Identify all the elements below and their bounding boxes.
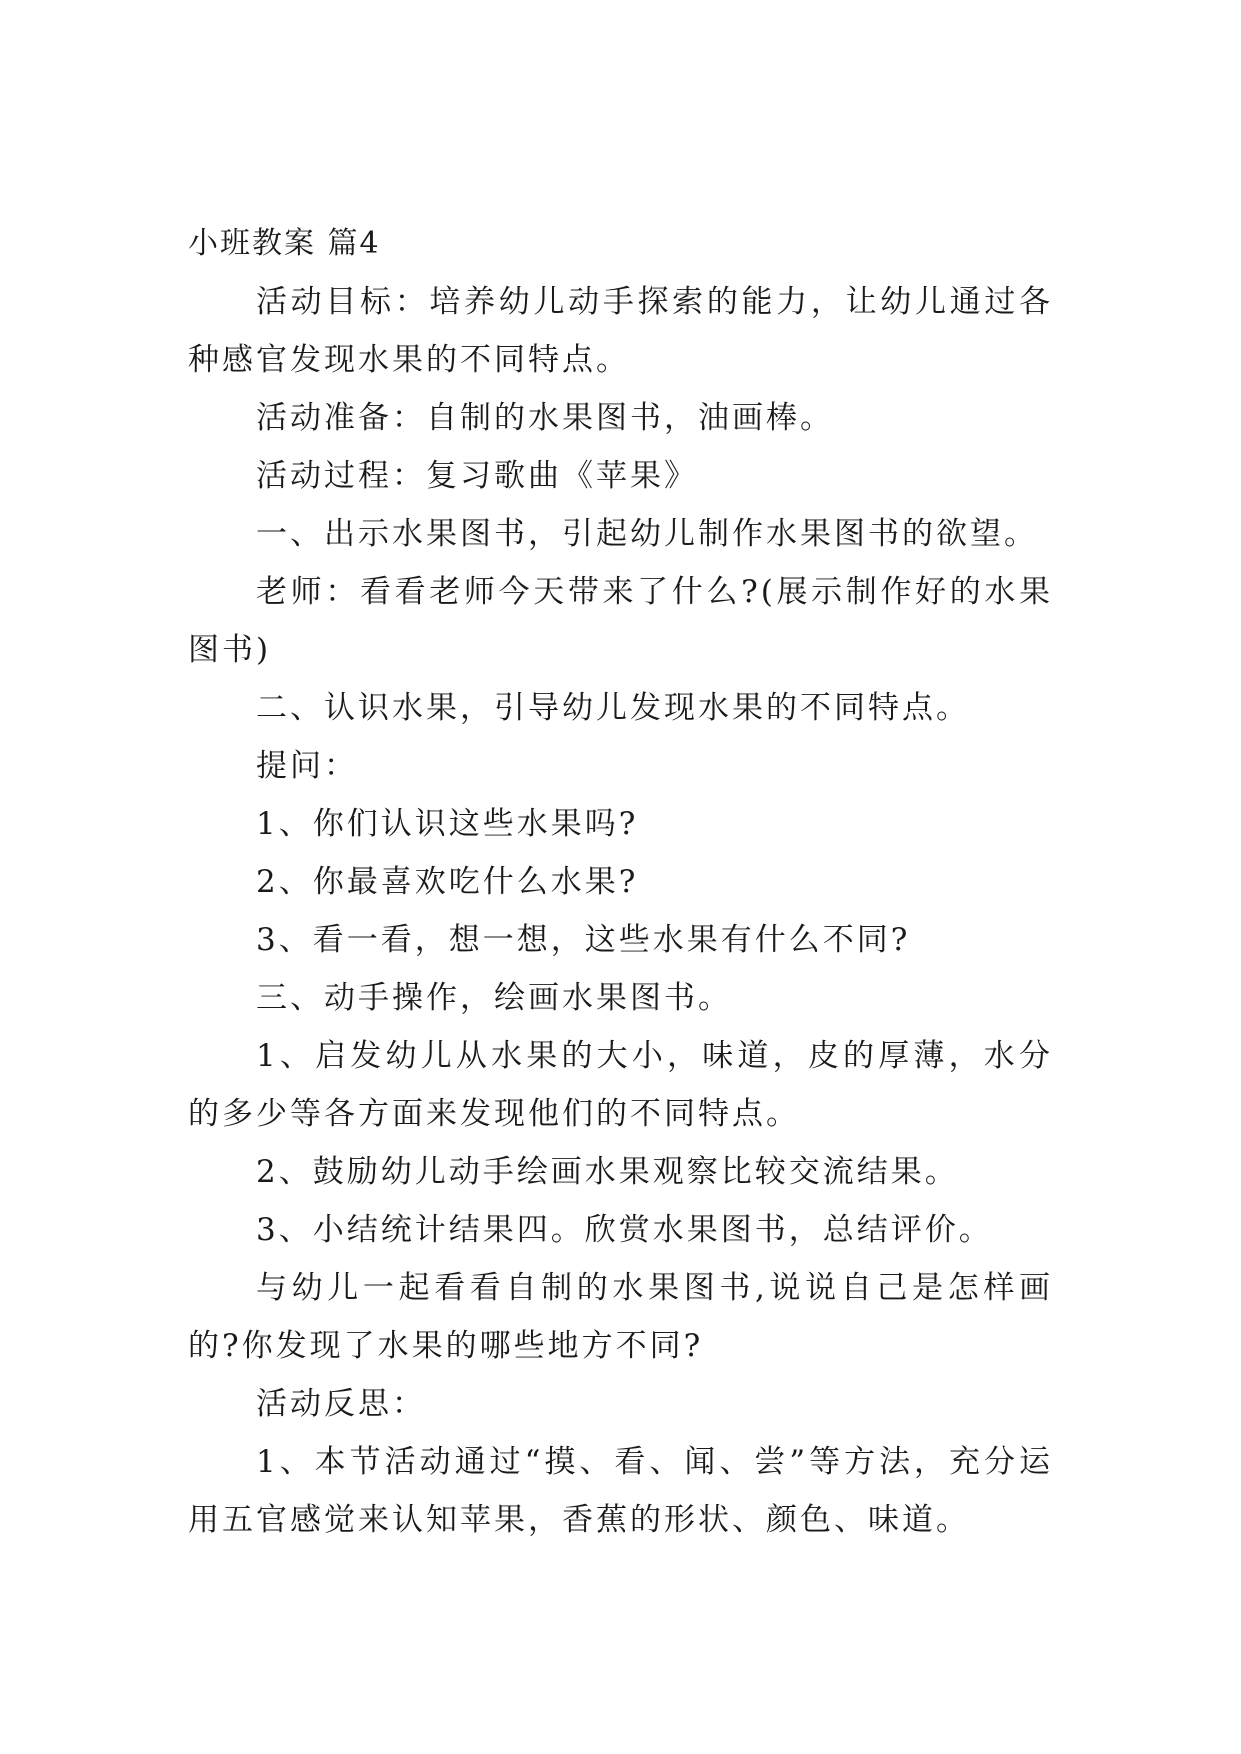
paragraph: 3、小结统计结果四。欣赏水果图书，总结评价。	[256, 1212, 993, 1248]
paragraph: 3、看一看，想一想，这些水果有什么不同?	[256, 922, 911, 958]
paragraph: 活动反思：	[256, 1386, 426, 1422]
paragraph: 2、鼓励幼儿动手绘画水果观察比较交流结果。	[256, 1154, 959, 1190]
paragraph: 老师：看看老师今天带来了什么?(展示制作好的水果图书)	[188, 574, 1053, 668]
paragraph: 1、启发幼儿从水果的大小，味道，皮的厚薄，水分的多少等各方面来发现他们的不同特点。	[188, 1038, 1053, 1132]
paragraph: 提问：	[256, 748, 358, 784]
page-title: 小班教案 篇4	[188, 226, 381, 261]
paragraph: 二、认识水果，引导幼儿发现水果的不同特点。	[256, 690, 970, 726]
paragraph: 一、出示水果图书，引起幼儿制作水果图书的欲望。	[256, 516, 1038, 552]
paragraph: 三、动手操作，绘画水果图书。	[256, 980, 732, 1016]
paragraph: 2、你最喜欢吃什么水果?	[256, 864, 639, 900]
paragraph: 活动目标：培养幼儿动手探索的能力，让幼儿通过各种感官发现水果的不同特点。	[188, 284, 1053, 378]
paragraph: 1、本节活动通过“摸、看、闻、尝”等方法，充分运用五官感觉来认知苹果，香蕉的形状、颜色、味道。	[188, 1444, 1053, 1538]
document-body	[188, 273, 1053, 1549]
paragraph: 与幼儿一起看看自制的水果图书,说说自己是怎样画的?你发现了水果的哪些地方不同?	[188, 1270, 1053, 1364]
paragraph: 活动过程：复习歌曲《苹果》	[256, 458, 698, 494]
paragraph: 活动准备：自制的水果图书，油画棒。	[256, 400, 834, 436]
paragraph: 1、你们认识这些水果吗?	[256, 806, 639, 842]
